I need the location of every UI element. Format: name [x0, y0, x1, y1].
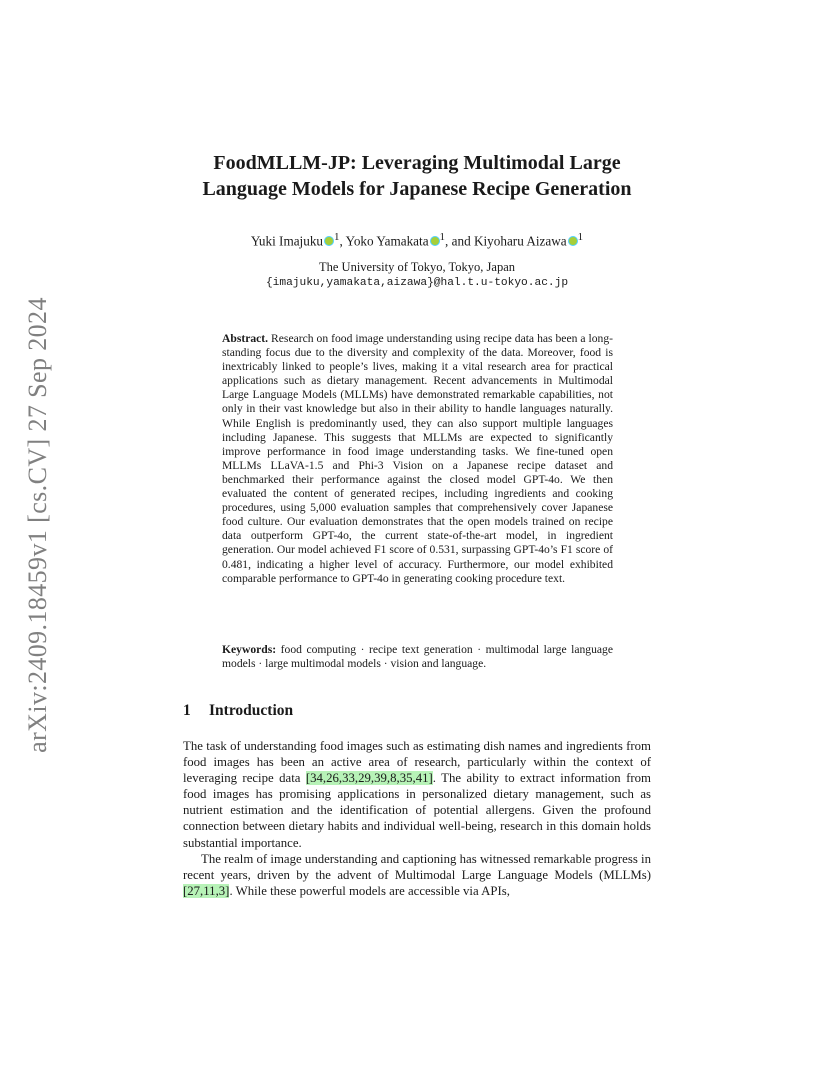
paragraph-text: . While these powerful models are accessible via APIs, [229, 883, 510, 898]
paragraph-text: . The ability to extract information from food images has promising applications in personalized dietary management, such as nutrient estimation and the identification of potential allergens. Given the profound connection between dietary habits and individual well-being, research in this domain holds substantial importance. [183, 771, 651, 850]
citation-link[interactable]: [27,11,3] [183, 883, 230, 898]
abstract-label: Abstract. [222, 332, 269, 345]
affiliation-block [150, 259, 684, 291]
author-separator: , and [445, 233, 474, 249]
section-number: 1 [183, 702, 191, 719]
keywords-text: food computing · recipe text generation · multimodal large language models · large multimodal models · vision and language. [222, 643, 613, 671]
section-title: Introduction [209, 702, 294, 719]
paper-title [150, 150, 684, 202]
author-name: Kiyoharu Aizawa [473, 233, 567, 249]
author-emails: {imajuku,yamakata,aizawa}@hal.t.u-tokyo.ac.jp [265, 277, 569, 289]
paragraph-text: The realm of image understanding and captioning has witnessed remarkable progress in recent years, driven by the advent of Multimodal Large Language Models (MLLMs) [183, 851, 651, 882]
abstract-text: Research on food image understanding using recipe data has been a long-standing focus due to the diversity and complexity of the data. Moreover, food is inextricably linked to people’s lives, making it a vital research area for practical applications such as dietary management. Recent advancements in Multimodal Large Language Models (MLLMs) have demonstrated remarkable capabilities, not only in their vast knowledge but also in their ability to handle languages naturally. While English is predominantly used, they can also support multiple languages including Japanese. This suggests that MLLMs are expected to significantly improve performance in food image understanding tasks. We fine-tuned open MLLMs LLaVA-1.5 and Phi-3 Vision on a Japanese recipe dataset and benchmarked their performance against the closed model GPT-4o. We then evaluated the content of generated recipes, including ingredients and cooking procedures, using 5,000 evaluation samples that comprehensively cover Japanese food culture. Our evaluation demonstrates that the open models trained on recipe data outperform GPT-4o, the current state-of-the-art model, in ingredient generation. Our model achieved F1 score of 0.531, surpassing GPT-4o’s F1 score of 0.481, indicating a higher level of accuracy. Furthermore, our model exhibited comparable performance to GPT-4o in generating cooking procedure text. [222, 332, 613, 585]
introduction-body [183, 738, 651, 899]
arxiv-id: arXiv:2409.18459v1 [cs.CV] 27 Sep 2024 [23, 297, 52, 753]
orcid-icon[interactable] [324, 236, 334, 246]
affiliation-marker: 1 [577, 231, 584, 243]
affiliation: The University of Tokyo, Tokyo, Japan [318, 260, 516, 274]
title-line-2: Language Models for Japanese Recipe Generation [202, 178, 632, 200]
title-line-1: FoodMLLM-JP: Leveraging Multimodal Large [213, 152, 621, 174]
affiliation-marker: 1 [334, 231, 340, 243]
abstract [222, 332, 613, 586]
paragraph [183, 738, 651, 851]
paragraph [183, 851, 651, 899]
orcid-icon[interactable] [430, 236, 440, 246]
keywords-label: Keywords: [222, 643, 277, 656]
author-name: Yoko Yamakata [345, 233, 429, 249]
author-separator: , [339, 233, 346, 249]
author-name: Yuki Imajuku [250, 233, 324, 249]
affiliation-marker: 1 [439, 231, 446, 243]
citation-link[interactable]: [34,26,33,29,39,8,35,41] [305, 771, 433, 786]
orcid-icon[interactable] [568, 236, 578, 246]
section-heading [183, 702, 293, 720]
arxiv-sidebar-stamp [13, 290, 63, 760]
author-list [150, 228, 684, 250]
keywords [222, 643, 613, 671]
paragraph-text: The task of understanding food images such as estimating dish names and ingredients from food images has been an active area of research, particularly within the context of leveraging recipe data [183, 739, 651, 786]
